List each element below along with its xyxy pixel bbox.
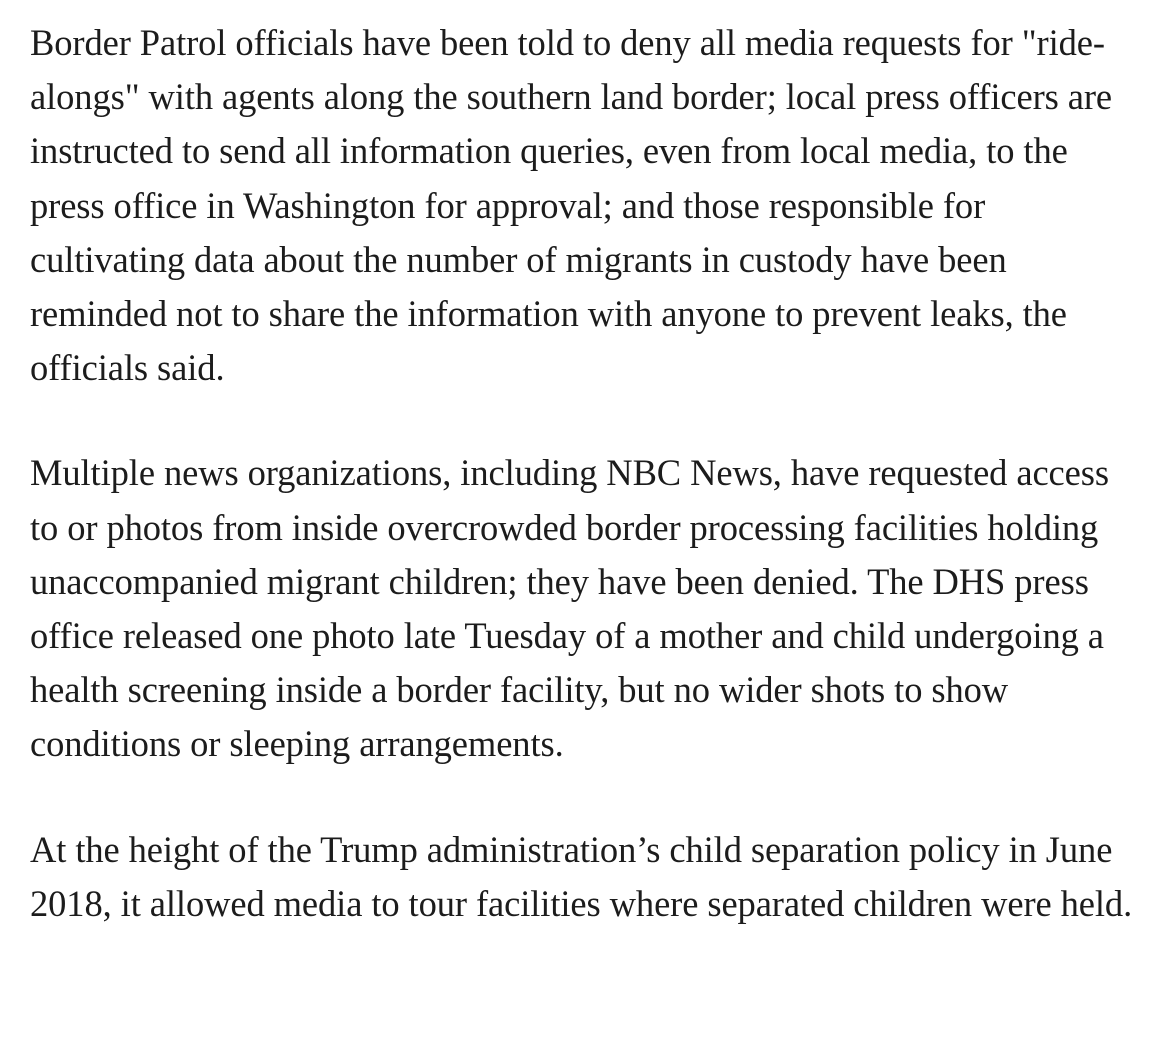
article-paragraph-3: At the height of the Trump administration’s child separation policy in June 2018, it allowed media to tour facilities where separated children were held.: [30, 828, 1133, 924]
article-body: [30, 16, 1145, 931]
article-paragraph-1: Border Patrol officials have been told to deny all media requests for "ride-alongs" with agents along the southern land border; local press officers are instructed to send all information queries, even from local media, to the press office in Washington for approval; and those responsible for cultivating data about the number of migrants in custody have been reminded not to share the information with anyone to prevent leaks, the officials said.: [30, 22, 1113, 389]
article-paragraph-2: Multiple news organizations, including NBC News, have requested access to or photos from inside overcrowded border processing facilities holding unaccompanied migrant children; they have been denied. The DHS press office released one photo late Tuesday of a mother and child undergoing a health screening inside a border facility, but no wider shots to show conditions or sleeping arrangements.: [30, 452, 1109, 765]
